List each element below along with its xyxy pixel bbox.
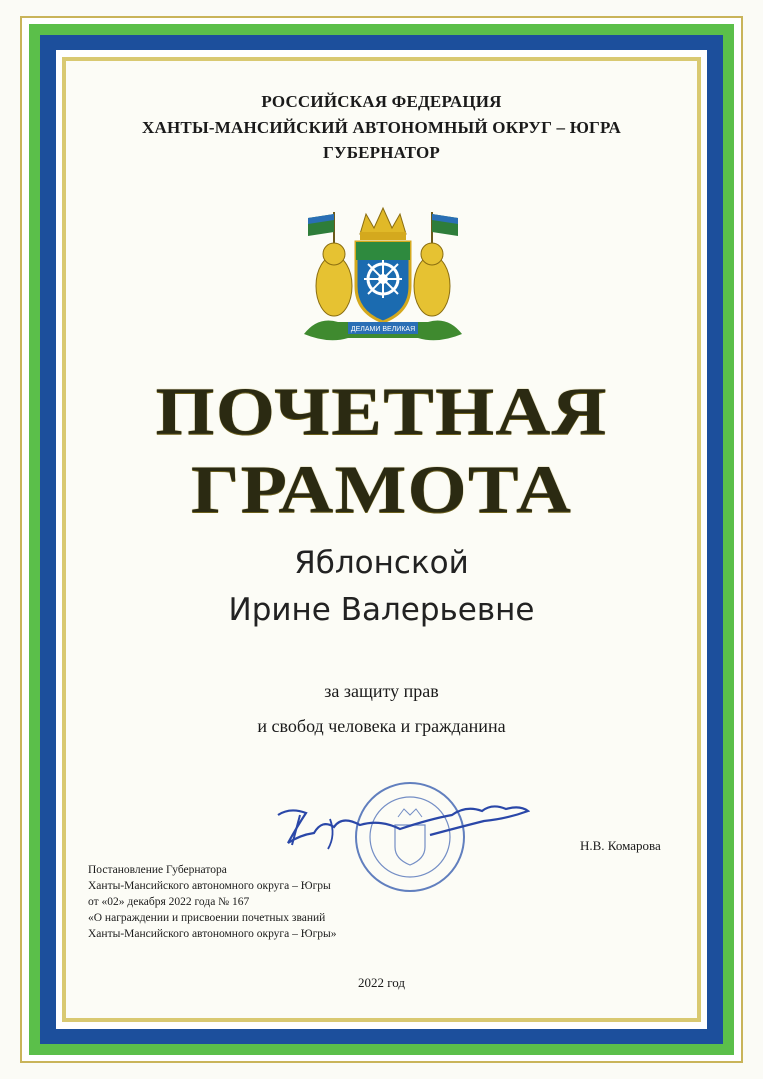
issue-year: 2022 год xyxy=(358,975,405,990)
header-region: ХАНТЫ-МАНСИЙСКИЙ АВТОНОМНЫЙ ОКРУГ – ЮГРА xyxy=(142,118,621,137)
decree-line: Ханты-Мансийского автономного округа – Югры xyxy=(88,880,331,892)
recipient-name: Ирине Валерьевне xyxy=(228,592,535,628)
award-reason-line-1: за защиту прав xyxy=(324,681,439,701)
signatory-name: Н.В. Комарова xyxy=(580,838,661,853)
award-reason-line-2: и свобод человека и гражданина xyxy=(257,716,506,736)
decree-line: Постановление Губернатора xyxy=(88,864,227,876)
header-country: РОССИЙСКАЯ ФЕДЕРАЦИЯ xyxy=(261,92,502,111)
coat-of-arms-icon xyxy=(298,204,468,349)
emblem-motto: ДЕЛАМИ ВЕЛИКАЯ xyxy=(350,326,416,333)
header-governor: ГУБЕРНАТОР xyxy=(323,143,440,162)
title-line-1: ПОЧЕТНАЯ xyxy=(155,373,608,449)
decree-line: Ханты-Мансийского автономного округа – Югры» xyxy=(88,928,337,940)
decree-line: от «02» декабря 2022 года № 167 xyxy=(88,896,250,908)
decree-reference xyxy=(88,862,337,942)
decree-line: «О награждении и присвоении почетных званий xyxy=(88,912,326,924)
title-line-2: ГРАМОТА xyxy=(190,451,573,527)
recipient-surname: Яблонской xyxy=(294,545,469,581)
